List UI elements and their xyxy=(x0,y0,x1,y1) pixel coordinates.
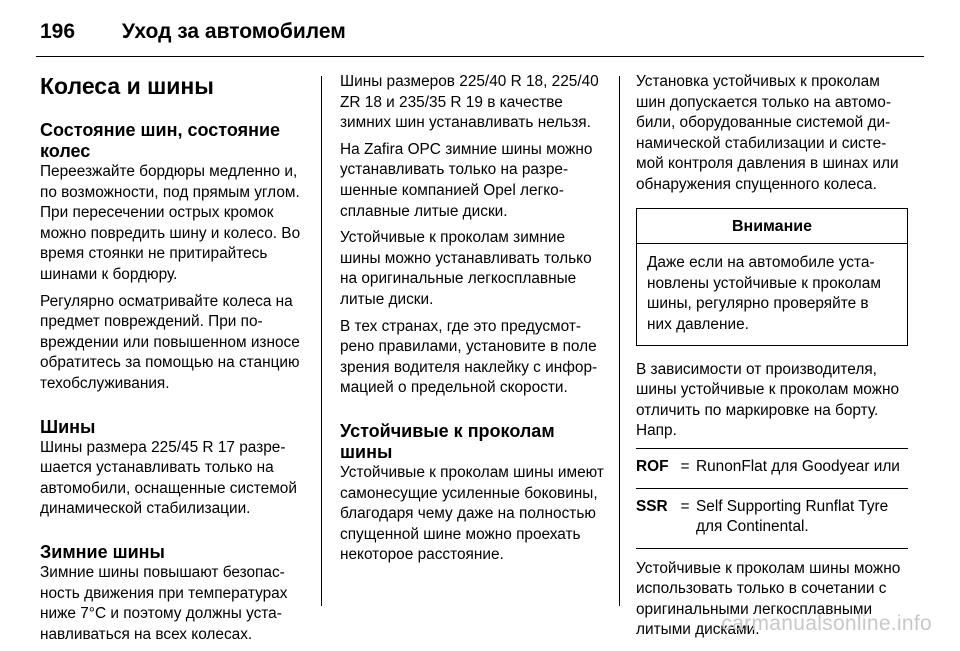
tires-paragraph: Шины размера 225/45 R 17 разрешается устанавливать только на автомобили, оснащенные системой динамической стабилизации. xyxy=(40,438,297,518)
page-header xyxy=(40,14,346,50)
definition-term: ROF xyxy=(636,457,669,475)
definition-description: Self Supporting Runflat Tyre для Continental. xyxy=(696,497,889,536)
tire-condition-heading: Состояние шин, состояние колес xyxy=(40,120,281,161)
speed-sticker-paragraph: В тех странах, где это предусмотрено правилами, установите в поле зрения водителя наклейку с информацией о предельной скорости. xyxy=(340,317,598,397)
watermark: carmanualsonline.info xyxy=(721,612,932,635)
warning-box xyxy=(636,208,908,346)
original-rims-paragraph: Устойчивые к проколам шины можно использовать только в сочетании с оригинальными легкосплавными литыми дисками. xyxy=(636,559,901,639)
main-title: Колеса и шины xyxy=(40,73,214,99)
warning-title: Внимание xyxy=(637,209,907,245)
warning-text: Даже если на автомобиле установлены устойчивые к проколам шины, регулярно проверяйте в них давление. xyxy=(647,254,881,333)
definition-term: SSR xyxy=(636,497,668,515)
runflat-install-paragraph: Установка устойчивых к проколам шин допускается только на автомобили, оборудованные системой динамической стабилизации и системой контроля давления в шинах или обнаружения спущенного колеса. xyxy=(636,73,899,193)
definition-row xyxy=(636,448,908,488)
section-title: Уход за автомобилем xyxy=(121,20,346,43)
column-3 xyxy=(636,72,908,647)
runflat-heading: Устойчивые к проколам шины xyxy=(340,420,555,462)
winter-sizes-paragraph: Шины размеров 225/40 R 18, 225/40 ZR 18 и 235/35 R 19 в качестве зимних шин устанавливать нельзя. xyxy=(340,73,599,132)
runflat-winter-paragraph: Устойчивые к проколам зимние шины можно устанавливать только на оригинальные легкосплавные литые диски. xyxy=(340,229,592,308)
header-divider xyxy=(36,56,924,57)
marking-paragraph: В зависимости от производителя, шины устойчивые к проколам можно отличить по маркировке на борту. Напр. xyxy=(636,360,900,440)
definition-row xyxy=(636,488,908,549)
winter-tires-heading: Зимние шины xyxy=(40,541,165,562)
tire-condition-paragraph-1: Переезжайте бордюры медленно и, по возможности, под прямым углом. При пересечении острых кромок можно повредить шину и колесо. Во время стоянки не притирайтесь шинами к бордюру. xyxy=(40,163,301,283)
column-divider-1 xyxy=(321,76,322,606)
definition-equals: = xyxy=(680,497,690,515)
zafira-opc-paragraph: На Zafira OPC зимние шины можно устанавливать только на разрешенные компанией Opel легкосплавные литые диски. xyxy=(340,140,593,220)
tires-heading: Шины xyxy=(40,416,96,437)
column-divider-2 xyxy=(619,76,620,606)
page-number: 196 xyxy=(40,20,76,43)
tire-condition-paragraph-2: Регулярно осматривайте колеса на предмет повреждений. При повреждении или повышенном износе обратитесь за помощью на станцию техобслуживания. xyxy=(40,292,300,392)
definition-description: RunonFlat для Goodyear или xyxy=(696,457,900,475)
column-2 xyxy=(340,72,608,572)
column-1 xyxy=(40,72,308,651)
definition-equals: = xyxy=(680,457,690,475)
winter-tires-paragraph: Зимние шины повышают безопасность движения при температурах ниже 7°C и поэтому должны устанавливаться на всех колесах. xyxy=(40,563,288,643)
runflat-paragraph: Устойчивые к проколам шины имеют самонесущие усиленные боковины, благодаря чему даже на полностью спущенной шине можно проехать некоторое расстояние. xyxy=(340,463,604,564)
